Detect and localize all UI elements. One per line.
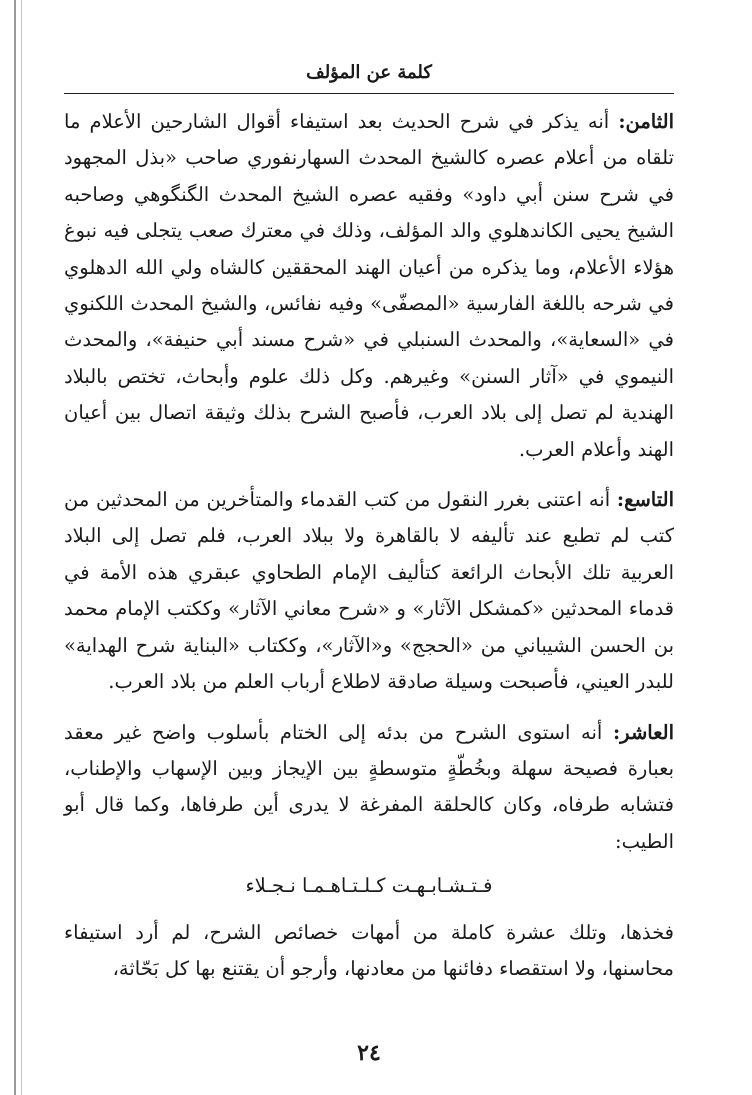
paragraph-closing: فخذها، وتلك عشرة كاملة من أمهات خصائص الشرح، لم أرد استيفاء محاسنها، ولا استقصاء دفائنها من معادنها، وأرجو أن يقتنع بها كل بَحّاثة، xyxy=(64,920,674,980)
running-head: كلمة عن المؤلف xyxy=(306,62,432,83)
paragraph-lead-tenth: العاشر: xyxy=(612,720,674,744)
page-number: ٢٤ xyxy=(357,1040,381,1066)
paragraph-lead-eighth: الثامن: xyxy=(618,110,674,133)
scan-binding-edge xyxy=(14,0,16,1095)
scan-binding-edge-inner xyxy=(21,0,22,1095)
paragraph-ninth xyxy=(64,482,674,700)
paragraph-text-tenth: أنه استوى الشرح من بدئه إلى الختام بأسلوب واضح غير معقد بعبارة فصيحة سهلة وبخُطّةٍ متوسطةٍ بين الإيجاز وبين الإسهاب والإطناب، فتشابه طرفاه، وكان كالحلقة المفرغة لا يدرى أين طرفاها، وكما قال أبو الطيب: xyxy=(64,720,674,853)
page-body xyxy=(64,104,674,987)
book-page xyxy=(64,0,674,1095)
paragraph-text-ninth: أنه اعتنى بغرر النقول من كتب القدماء والمتأخرين من المحدثين من كتب لم تطبع عند تأليفه لا بالقاهرة ولا ببلاد العرب، فلم تصل إلى البلاد العربية تلك الأبحاث الرائعة كتأليف الإمام الطحاوي عبقري هذه الأمة في قدماء المحدثين «كمشكل الآثار» و «شرح معاني الآثار» وككتب الإمام محمد بن الحسن الشيباني من «الحجج» و«الآثار»، وككتاب «البناية شرح الهداية» للبدر العيني، فأصبحت وسيلة صادقة لاطلاع أرباب العلم من بلاد العرب. xyxy=(64,488,674,694)
verse-line: فـتـشـابـهـت كـلـتـاهـمـا نـجـلاء xyxy=(245,874,493,898)
header-rule xyxy=(64,93,674,94)
paragraph-eighth xyxy=(64,104,674,468)
paragraph-tenth xyxy=(64,715,674,861)
paragraph-text-eighth: أنه يذكر في شرح الحديث بعد استيفاء أقوال الشارحين الأعلام ما تلقاه من أعلام عصره كالشيخ المحدث السهارنفوري صاحب «بذل المجهود في شرح سنن أبي داود» وفقيه عصره الشيخ المحدث الگنگوهي وصاحبه الشيخ يحيى الكاندهلوي والد المؤلف، وذلك في معترك صعب يتجلى فيه نبوغ هؤلاء الأعلام، وما يذكره من أعيان الهند المحققين كالشاه ولي الله الدهلوي في شرحه باللغة الفارسية «المصفّى» وفيه نفائس، والشيخ المحدث اللكنوي في «السعاية»، والمحدث السنبلي في «شرح مسند أبي حنيفة»، والمحدث النيموي في «آثار السنن» وغيرهم. وكل ذلك علوم وأبحاث، تختص بالبلاد الهندية لم تصل إلى بلاد العرب، فأصبح الشرح بذلك وثيقة اتصال بين أعيان الهند وأعلام العرب. xyxy=(64,110,674,461)
paragraph-lead-ninth: التاسع: xyxy=(616,488,674,512)
